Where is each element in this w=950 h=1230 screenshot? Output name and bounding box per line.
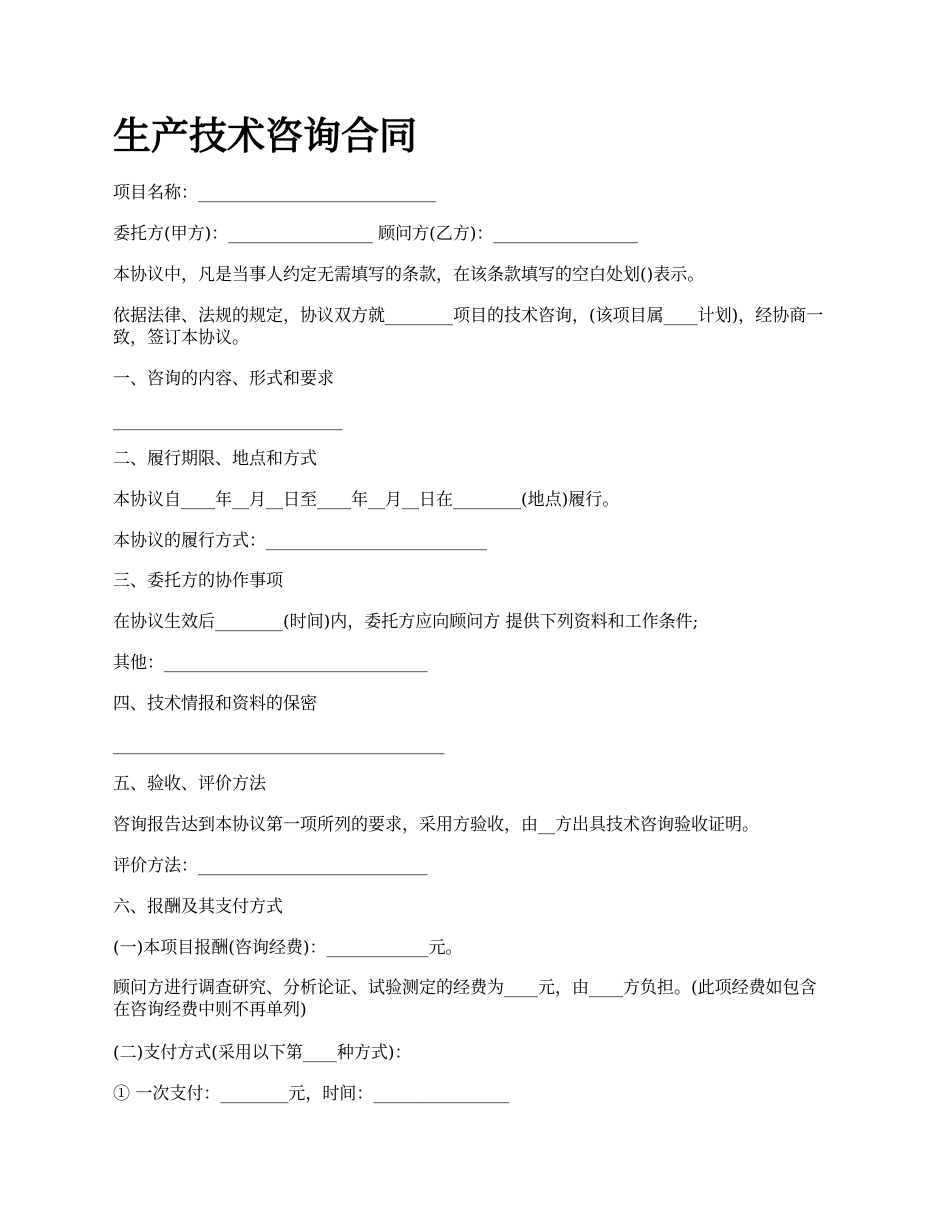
remuneration-line: (一)本项目报酬(咨询经费)：____________元。 — [113, 938, 463, 958]
lump-sum-payment-line: ① 一次支付：________元，时间：________________ — [113, 1084, 510, 1104]
section-4-blank: _______________________________________ — [113, 735, 445, 755]
other-line: 其他：_______________________________ — [113, 653, 428, 673]
basis-paragraph: 依据法律、法规的规定，协议双方就________项目的技术咨询，(该项目属____计划)，经协商一致，签订本协议。 — [113, 306, 824, 348]
section-6-heading: 六、报酬及其支付方式 — [113, 897, 283, 917]
cooperation-paragraph: 在协议生效后________(时间)内，委托方应向顾问方 提供下列资料和工作条件; — [113, 612, 699, 632]
section-2-heading: 二、履行期限、地点和方式 — [113, 449, 317, 469]
section-4-heading: 四、技术情报和资料的保密 — [113, 694, 317, 714]
expense-paragraph: 顾问方进行调查研究、分析论证、试验测定的经费为____元，由____方负担。(此项经费如包含在咨询经费中则不再单列) — [113, 978, 817, 1020]
term-paragraph: 本协议自____年__月__日至____年__月__日在________(地点)履行。 — [113, 490, 620, 510]
parties-line: 委托方(甲方)：_________________ 顾问方(乙方)：_________________ — [113, 224, 638, 244]
performance-method-line: 本协议的履行方式：__________________________ — [113, 531, 487, 551]
acceptance-paragraph: 咨询报告达到本协议第一项所列的要求，采用方验收，由__方出具技术咨询验收证明。 — [113, 815, 759, 835]
payment-method-line: (二)支付方式(采用以下第____种方式)： — [113, 1043, 412, 1063]
section-3-heading: 三、委托方的协作事项 — [113, 571, 283, 591]
section-1-heading: 一、咨询的内容、形式和要求 — [113, 369, 334, 389]
page-title: 生产技术咨询合同 — [113, 113, 418, 158]
blank-note-paragraph: 本协议中，凡是当事人约定无需填写的条款，在该条款填写的空白处划()表示。 — [113, 265, 705, 285]
section-1-blank: ___________________________ — [113, 411, 343, 431]
evaluation-method-line: 评价方法：___________________________ — [113, 856, 428, 876]
section-5-heading: 五、验收、评价方法 — [113, 774, 266, 794]
project-name-line: 项目名称：____________________________ — [113, 183, 436, 203]
